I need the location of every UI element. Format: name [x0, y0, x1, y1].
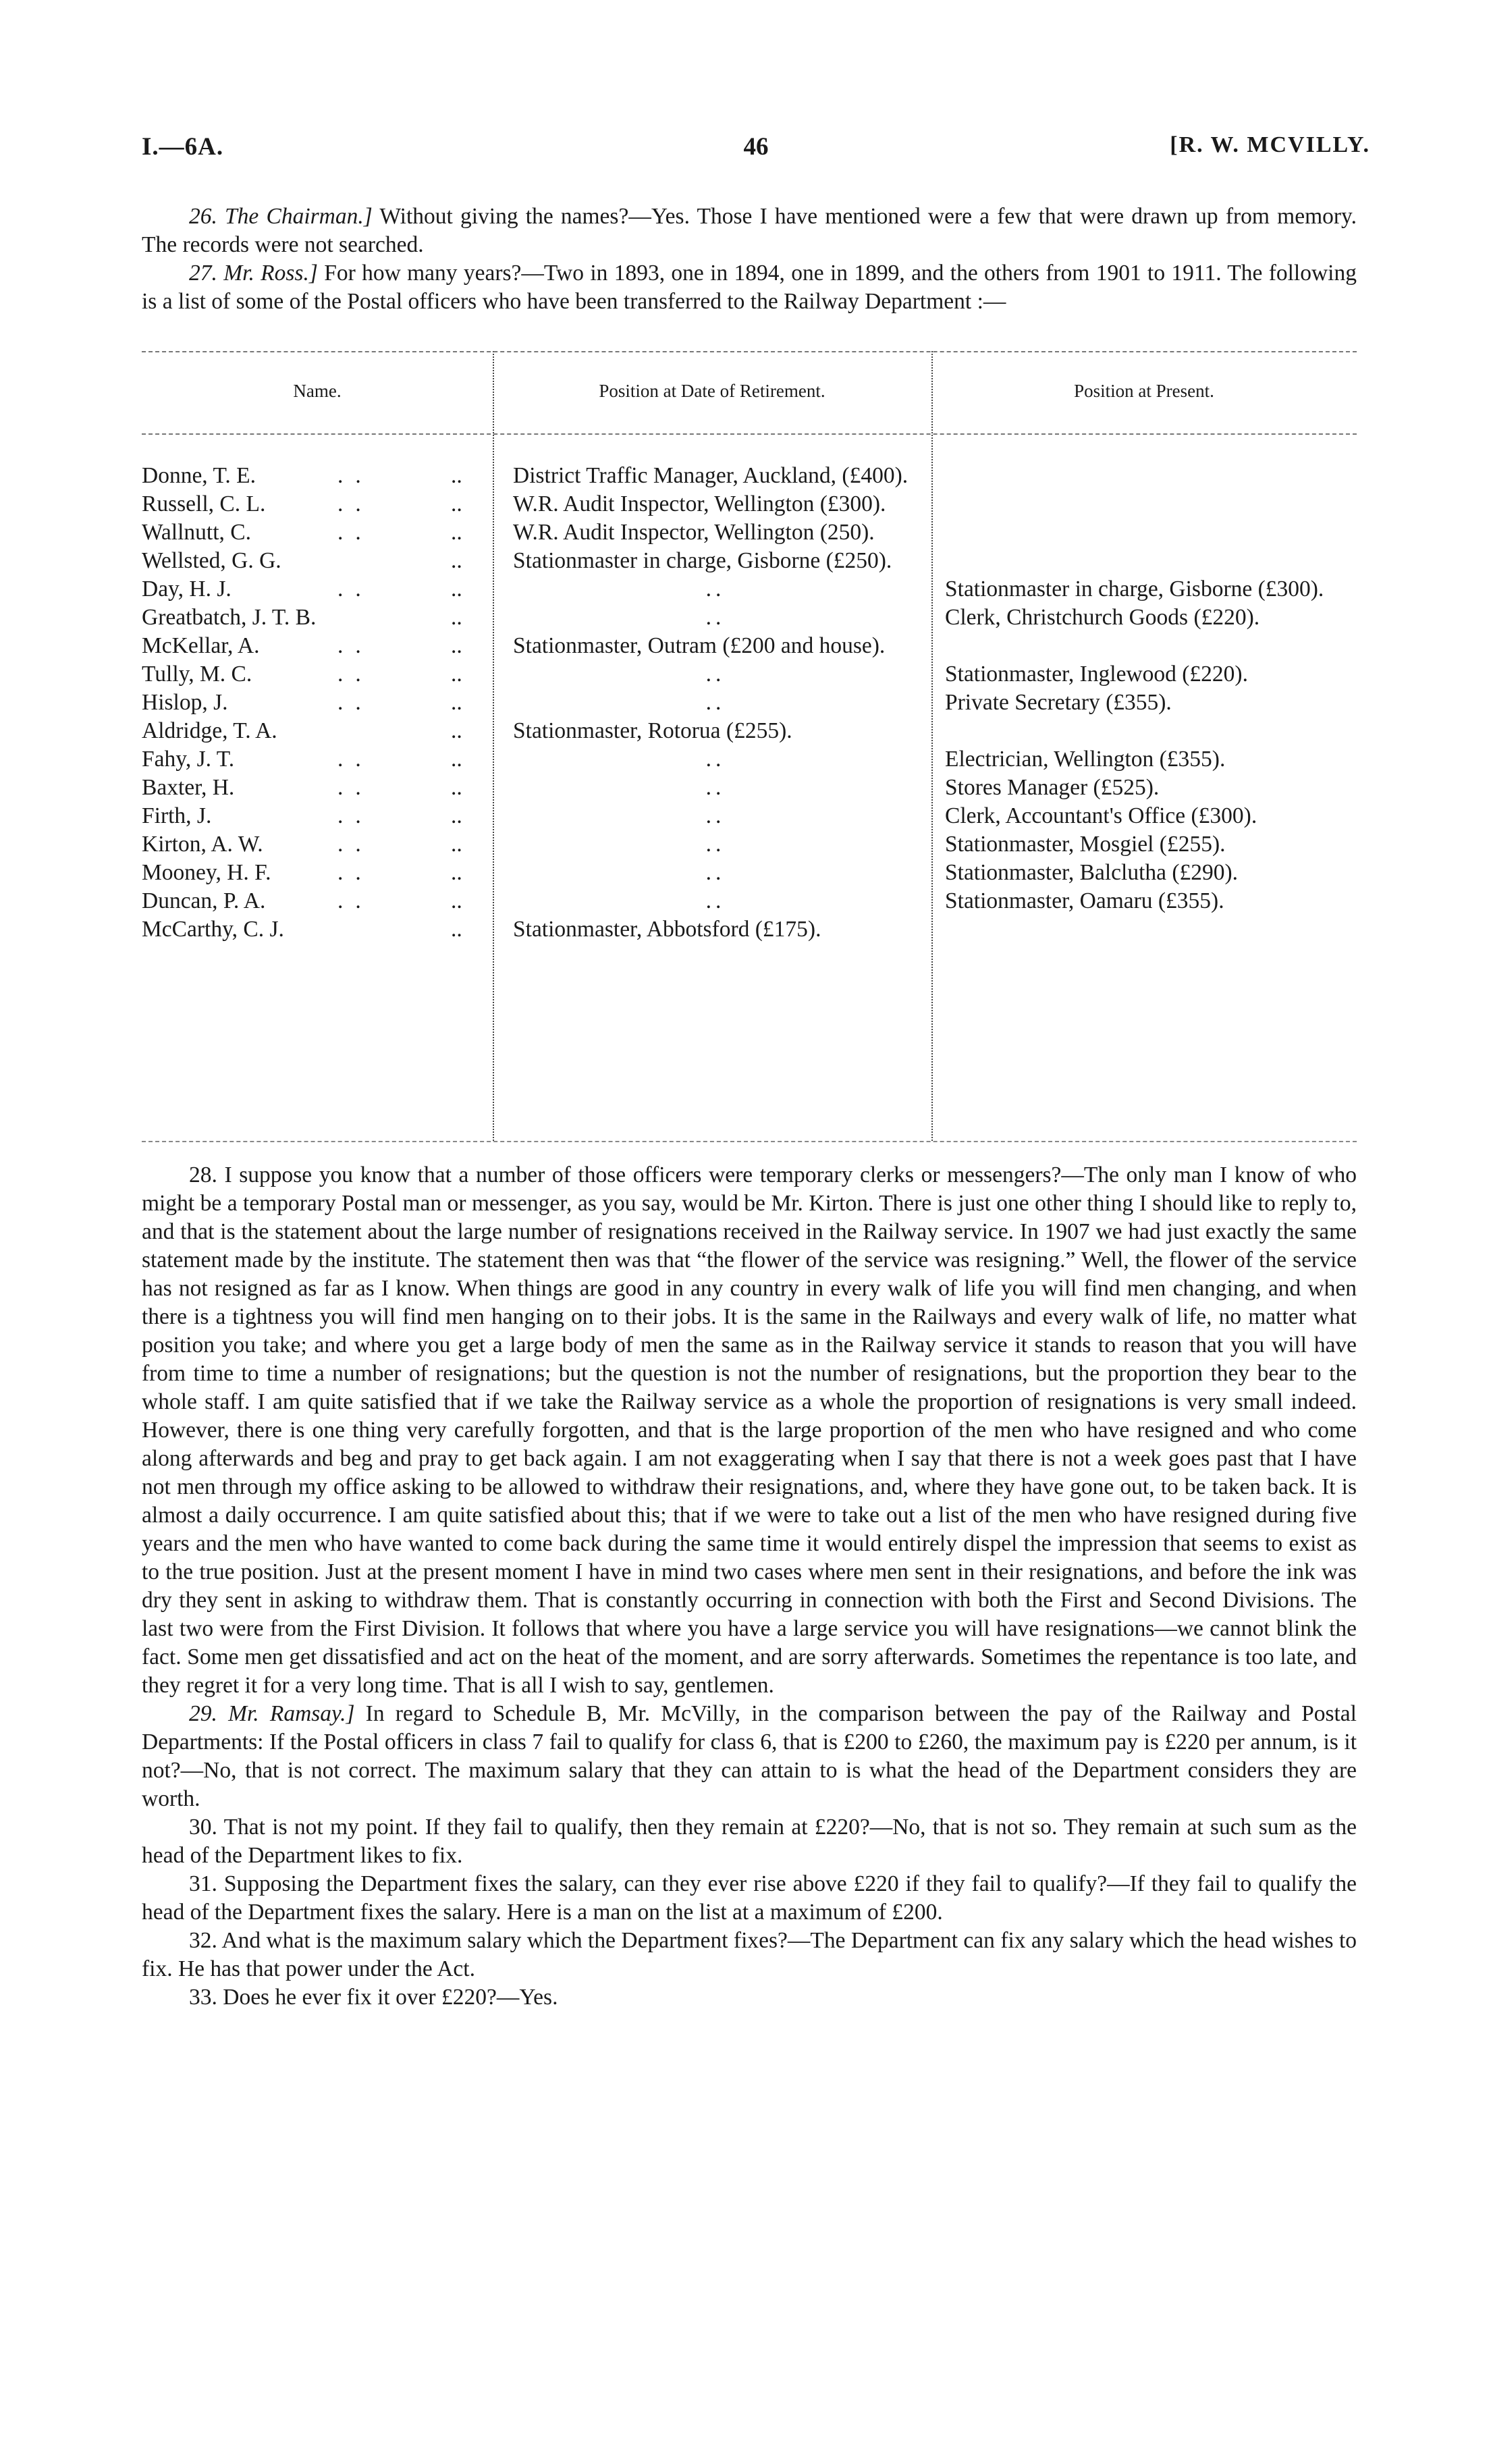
cell-present — [931, 774, 1357, 802]
cell-present — [931, 887, 1357, 915]
paragraph-26 — [142, 203, 1357, 259]
table-body — [142, 462, 1357, 944]
leader-dots: .. — [451, 917, 462, 942]
officer-name: Greatbatch, J. T. B. — [142, 605, 317, 630]
cell-present — [931, 745, 1357, 774]
officer-name: McKellar, A. — [142, 633, 260, 658]
leader-dots: .. — [337, 633, 373, 658]
present-position: Stores Manager (£525). — [945, 775, 1160, 800]
retirement-position: Stationmaster, Rotorua (£255). — [513, 718, 792, 743]
table-row — [142, 547, 1357, 575]
leader-dots: .. — [337, 577, 373, 601]
officer-name: Aldridge, T. A. — [142, 718, 277, 743]
paragraph-30: 30. That is not my point. If they fail to qualify, then they remain at £220?—No, that is not so. They remain at such sum as the head of the Department likes to fix. — [142, 1815, 1357, 1868]
empty-marker: .. — [705, 690, 726, 715]
officer-name: McCarthy, C. J. — [142, 917, 284, 942]
retirement-position: District Traffic Manager, Auckland, (£400). — [513, 463, 909, 488]
cell-retirement — [493, 462, 931, 490]
retirement-position: Stationmaster, Abbotsford (£175). — [513, 917, 821, 942]
cell-name — [142, 575, 493, 604]
table-row — [142, 462, 1357, 490]
present-position: Private Secretary (£355). — [945, 690, 1172, 715]
cell-present — [931, 632, 1357, 660]
present-position: Stationmaster, Oamaru (£355). — [945, 888, 1224, 913]
leader-dots: .. — [337, 832, 373, 857]
table-row — [142, 802, 1357, 830]
leader-dots: .. — [337, 888, 373, 913]
cell-present — [931, 490, 1357, 518]
empty-marker: .. — [705, 860, 726, 885]
table-row — [142, 575, 1357, 604]
paragraph-29 — [142, 1700, 1357, 1813]
cell-retirement — [493, 689, 931, 717]
table-row — [142, 490, 1357, 518]
officer-name: Duncan, P. A. — [142, 888, 266, 913]
leader-dots: .. — [451, 463, 462, 488]
leader-dots: .. — [451, 718, 462, 743]
empty-marker: .. — [705, 747, 726, 772]
cell-retirement — [493, 887, 931, 915]
leader-dots: .. — [451, 548, 462, 573]
officer-name: Mooney, H. F. — [142, 860, 271, 885]
leader-dots: .. — [451, 577, 462, 601]
paragraph-32: 32. And what is the maximum salary which the Department fixes?—The Department can fix any salary which the head wishes to fix. He has that power under the Act. — [142, 1928, 1357, 1981]
leader-dots: .. — [451, 803, 462, 828]
officer-name: Hislop, J. — [142, 690, 228, 715]
testimony-text — [142, 1161, 1357, 2012]
cell-present — [931, 689, 1357, 717]
leader-dots: .. — [337, 803, 373, 828]
officer-name: Donne, T. E. — [142, 463, 256, 488]
cell-present — [931, 462, 1357, 490]
table-row — [142, 717, 1357, 745]
table-row — [142, 859, 1357, 887]
speaker: 26. The Chairman.] — [189, 204, 373, 229]
empty-marker: .. — [705, 662, 726, 687]
officer-name: Firth, J. — [142, 803, 212, 828]
cell-name — [142, 745, 493, 774]
cell-present — [931, 830, 1357, 859]
cell-present — [931, 604, 1357, 632]
table-header — [142, 351, 1357, 435]
document-reference: I.—6A. — [142, 133, 224, 161]
leader-dots: .. — [451, 605, 462, 630]
officer-name: Tully, M. C. — [142, 662, 252, 687]
table-row — [142, 745, 1357, 774]
cell-retirement — [493, 547, 931, 575]
cell-name — [142, 915, 493, 944]
cell-present — [931, 915, 1357, 944]
cell-name — [142, 462, 493, 490]
cell-present — [931, 802, 1357, 830]
leader-dots: .. — [451, 520, 462, 545]
cell-retirement — [493, 774, 931, 802]
cell-name — [142, 774, 493, 802]
transfers-table — [142, 351, 1357, 944]
leader-dots: .. — [451, 662, 462, 687]
cell-name — [142, 717, 493, 745]
cell-name — [142, 604, 493, 632]
present-position: Stationmaster, Mosgiel (£255). — [945, 832, 1226, 857]
officer-name: Kirton, A. W. — [142, 832, 263, 857]
paragraph-28: 28. I suppose you know that a number of those officers were temporary clerks or messengers?—The only man I know of who might be a temporary Postal man or messenger, as you say, would be Mr. Kirton. There is just one other thing I should like to reply to, and that is the statement about the large number of resignations received in the Railway service. In 1907 we had just exactly the same statement made by the institute. The statement then was that “the flower of the service was resigning.” Well, the flower of the service has not resigned as far as I know. When things are good in any country in every walk of life you will find men changing, and when there is a tightness you will find men hanging on to their jobs. It is the same in the Railways and every walk of life, no matter what position you take; and where you get a large body of men the same as in the Railway service it stands to reason that you will have from time to time a number of resignations; but the question is not the number of resignations, but the proportion they bear to the whole staff. I am quite satisfied that if we take the Railway service as a whole the proportion of resignations is very small indeed. However, there is one thing very carefully forgotten, and that is the large proportion of the men who have resigned and who come along afterwards and beg and pray to get back again. I am not exaggerating when I say that there is not a week goes past that I have not men through my office asking to be allowed to withdraw their resignations, and, where they have gone out, to be taken back. It is almost a daily occurrence. I am quite satisfied about this; that if we were to take out a list of the men who have resigned during five years and the men who have wanted to come back during the same time it would entirely dispel the impression that seems to exist as to the true position. Just at the present moment I have in mind two cases where men sent in their resignations, and before the ink was dry they sent in asking to withdraw them. That is constantly occurring in connection with both the First and Second Divisions. The last two were from the First Division. It follows that where you have a large service you will have resignations—we cannot blink the fact. Some men get dissatisfied and act on the heat of the moment, and are sorry afterwards. Sometimes the repentance is too late, and they regret it for a very long time. That is all I wish to say, gentlemen. — [142, 1162, 1357, 1698]
cell-name — [142, 518, 493, 547]
empty-marker: .. — [705, 577, 726, 601]
table-row — [142, 689, 1357, 717]
cell-name — [142, 660, 493, 689]
leader-dots: .. — [451, 491, 462, 516]
cell-retirement — [493, 802, 931, 830]
leader-dots: .. — [451, 888, 462, 913]
table-row — [142, 660, 1357, 689]
leader-dots: .. — [337, 690, 373, 715]
cell-name — [142, 689, 493, 717]
cell-name — [142, 490, 493, 518]
cell-name — [142, 632, 493, 660]
answer-text: In regard to Schedule B, Mr. McVilly, in the comparison between the pay of the Railway and Postal Departments: If the Postal officers in class 7 fail to qualify for class 6, that is £200 to £260, the maximum pay is £220 per annum, is it not?—No, that is not correct. The maximum salary that they can attain to is what the head of the Department considers they are worth. — [142, 1701, 1357, 1811]
answer-text: Without giving the names?—Yes. Those I have mentioned were a few that were drawn up from memory. The records were not searched. — [142, 204, 1357, 257]
cell-retirement — [493, 660, 931, 689]
cell-retirement — [493, 830, 931, 859]
cell-retirement — [493, 575, 931, 604]
cell-retirement — [493, 604, 931, 632]
cell-retirement — [493, 745, 931, 774]
officer-name: Wellsted, G. G. — [142, 548, 281, 573]
leader-dots: .. — [451, 690, 462, 715]
retirement-position: Stationmaster, Outram (£200 and house). — [513, 633, 886, 658]
leader-dots: .. — [337, 520, 373, 545]
speaker: 29. Mr. Ramsay.] — [189, 1701, 355, 1726]
empty-marker: .. — [705, 888, 726, 913]
cell-retirement — [493, 490, 931, 518]
header-retirement: Position at Date of Retirement. — [599, 381, 825, 401]
cell-name — [142, 547, 493, 575]
table-bottom-rule — [142, 1141, 1357, 1142]
present-position: Stationmaster, Balclutha (£290). — [945, 860, 1239, 885]
leader-dots: .. — [337, 775, 373, 800]
cell-retirement — [493, 518, 931, 547]
officer-name: Russell, C. L. — [142, 491, 266, 516]
leader-dots: .. — [337, 860, 373, 885]
cell-present — [931, 660, 1357, 689]
paragraph-33: 33. Does he ever fix it over £220?—Yes. — [189, 1985, 558, 2010]
witness-name: [R. W. MCVILLY. — [1170, 132, 1370, 157]
cell-present — [931, 575, 1357, 604]
cell-present — [931, 859, 1357, 887]
leader-dots: .. — [337, 463, 373, 488]
leader-dots: .. — [451, 775, 462, 800]
page-header — [142, 132, 1370, 173]
present-position: Clerk, Christchurch Goods (£220). — [945, 605, 1260, 630]
present-position: Stationmaster in charge, Gisborne (£300). — [945, 577, 1324, 601]
page-number: 46 — [743, 133, 769, 161]
leader-dots: .. — [451, 747, 462, 772]
leader-dots: .. — [337, 491, 373, 516]
retirement-position: W.R. Audit Inspector, Wellington (250). — [513, 520, 875, 545]
cell-name — [142, 859, 493, 887]
officer-name: Fahy, J. T. — [142, 747, 235, 772]
cell-present — [931, 518, 1357, 547]
officer-name: Baxter, H. — [142, 775, 235, 800]
cell-retirement — [493, 859, 931, 887]
intro-text — [142, 203, 1357, 316]
leader-dots: .. — [451, 832, 462, 857]
table-row — [142, 830, 1357, 859]
table-row — [142, 604, 1357, 632]
table-row — [142, 518, 1357, 547]
header-present: Position at Present. — [1074, 381, 1214, 401]
cell-present — [931, 547, 1357, 575]
paragraph-31: 31. Supposing the Department fixes the salary, can they ever rise above £220 if they fail to qualify?—If they fail to qualify the head of the Department fixes the salary. Here is a man on the list at a maximum of £200. — [142, 1871, 1357, 1925]
cell-name — [142, 830, 493, 859]
leader-dots: .. — [337, 747, 373, 772]
officer-name: Wallnutt, C. — [142, 520, 252, 545]
present-position: Clerk, Accountant's Office (£300). — [945, 803, 1257, 828]
cell-retirement — [493, 915, 931, 944]
empty-marker: .. — [705, 803, 726, 828]
leader-dots: .. — [337, 662, 373, 687]
table-row — [142, 774, 1357, 802]
table-row — [142, 632, 1357, 660]
cell-present — [931, 717, 1357, 745]
empty-marker: .. — [705, 832, 726, 857]
retirement-position: Stationmaster in charge, Gisborne (£250). — [513, 548, 892, 573]
cell-retirement — [493, 717, 931, 745]
header-name: Name. — [293, 381, 342, 401]
cell-name — [142, 802, 493, 830]
paragraph-27 — [142, 259, 1357, 316]
present-position: Stationmaster, Inglewood (£220). — [945, 662, 1248, 687]
empty-marker: .. — [705, 775, 726, 800]
empty-marker: .. — [705, 605, 726, 630]
leader-dots: .. — [451, 860, 462, 885]
table-row — [142, 887, 1357, 915]
answer-text: For how many years?—Two in 1893, one in 1894, one in 1899, and the others from 1901 to 1911. The following is a list of some of the Postal officers who have been transferred to the Railway Department :— — [142, 261, 1357, 314]
cell-retirement — [493, 632, 931, 660]
table-row — [142, 915, 1357, 944]
retirement-position: W.R. Audit Inspector, Wellington (£300). — [513, 491, 886, 516]
speaker: 27. Mr. Ross.] — [189, 261, 318, 286]
officer-name: Day, H. J. — [142, 577, 232, 601]
cell-name — [142, 887, 493, 915]
leader-dots: .. — [451, 633, 462, 658]
present-position: Electrician, Wellington (£355). — [945, 747, 1226, 772]
